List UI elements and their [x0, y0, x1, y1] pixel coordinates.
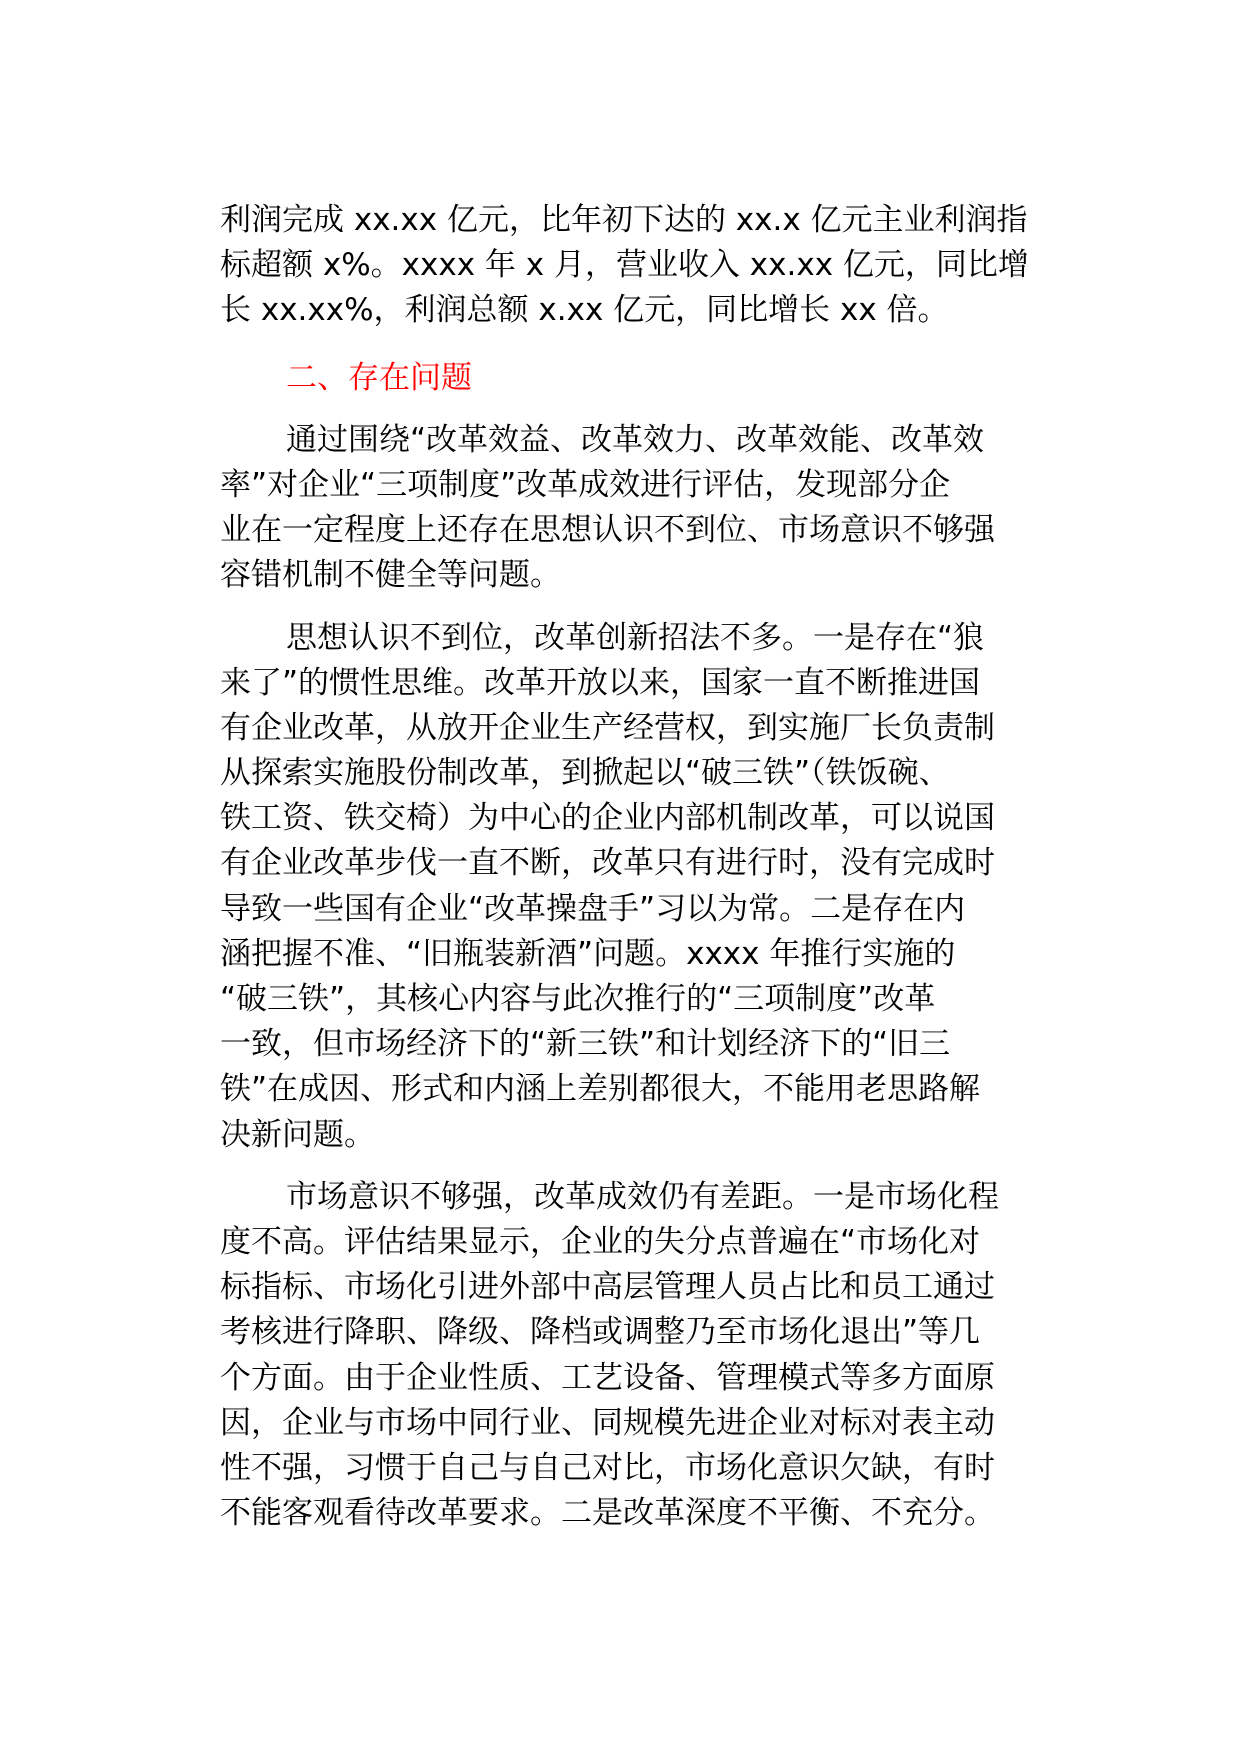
- text-line: 度不高。评估结果显示，企业的失分点普遍在“市场化对: [220, 1223, 981, 1260]
- text-line: 利润完成 xx.xx 亿元，比年初下达的 xx.x 亿元主业利润指: [220, 202, 1028, 238]
- document-body: [220, 198, 1082, 1536]
- text-line: 通过围绕“改革效益、改革效力、改革效能、改革效: [286, 421, 985, 458]
- text-line: 率”对企业“三项制度”改革成效进行评估，发现部分企: [220, 466, 951, 503]
- text-line: 性不强，习惯于自己与自己对比，市场化意识欠缺，有时: [220, 1449, 995, 1486]
- text-line: 因，企业与市场中同行业、同规模先进企业对标对表主动: [220, 1404, 995, 1441]
- text-line: 来了”的惯性思维。改革开放以来，国家一直不断推进国: [220, 664, 981, 701]
- text-line: 决新问题。: [220, 1116, 375, 1153]
- paragraph-market: [220, 1175, 1082, 1537]
- text-line: 长 xx.xx%，利润总额 x.xx 亿元，同比增长 xx 倍。: [220, 292, 949, 329]
- text-line: “破三铁”，其核心内容与此次推行的“三项制度”改革: [220, 981, 936, 1017]
- continuation-paragraph: [220, 198, 1082, 334]
- paragraph-thinking: [220, 616, 1082, 1158]
- text-line: 有企业改革步伐一直不断，改革只有进行时，没有完成时: [220, 845, 995, 882]
- text-line: 市场意识不够强，改革成效仍有差距。一是市场化程: [286, 1178, 999, 1215]
- text-line: 标超额 x%。xxxx 年 x 月，营业收入 xx.xx 亿元，同比增: [220, 247, 1029, 284]
- paragraph-summary: [220, 418, 1082, 599]
- text-line: 铁工资、铁交椅）为中心的企业内部机制改革，可以说国: [220, 800, 995, 837]
- text-line: 铁”在成因、形式和内涵上差别都很大，不能用老思路解: [220, 1071, 981, 1108]
- text-line: 有企业改革，从放开企业生产经营权，到实施厂长负责制: [220, 709, 995, 746]
- text-line: 一致，但市场经济下的“新三铁”和计划经济下的“旧三: [220, 1026, 951, 1063]
- text-line: 个方面。由于企业性质、工艺设备、管理模式等多方面原: [220, 1359, 995, 1396]
- text-line: 导致一些国有企业“改革操盘手”习以为常。二是存在内: [220, 890, 966, 927]
- text-line: 考核进行降职、降级、降档或调整乃至市场化退出”等几: [220, 1314, 981, 1351]
- text-line: 涵把握不准、“旧瓶装新酒”问题。xxxx 年推行实施的: [220, 935, 956, 972]
- text-line: 从探索实施股份制改革，到掀起以“破三铁”（铁饭碗、: [220, 755, 950, 792]
- text-line: 标指标、市场化引进外部中高层管理人员占比和员工通过: [220, 1269, 995, 1306]
- text-line: 不能客观看待改革要求。二是改革深度不平衡、不充分。: [220, 1495, 995, 1532]
- section-heading: 二、存在问题: [286, 359, 472, 396]
- text-line: 思想认识不到位，改革创新招法不多。一是存在“狼: [286, 619, 985, 656]
- text-line: 业在一定程度上还存在思想认识不到位、市场意识不够强: [220, 512, 995, 549]
- text-line: 容错机制不健全等问题。: [220, 557, 561, 594]
